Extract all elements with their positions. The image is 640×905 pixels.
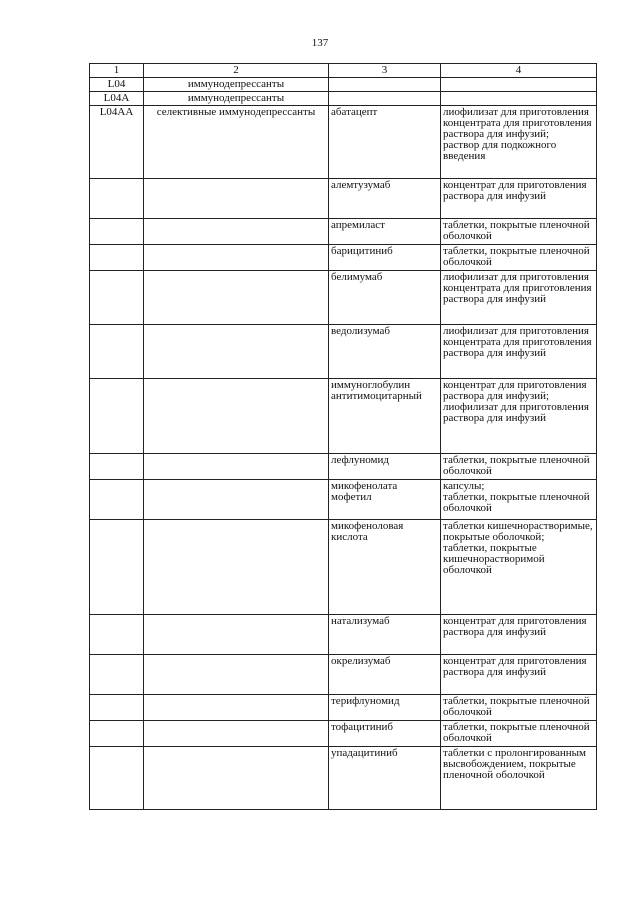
header-row xyxy=(90,64,597,78)
group-cell-text: иммунодепрессанты xyxy=(187,78,285,90)
drug-name-cell xyxy=(329,271,441,325)
table-row xyxy=(90,695,597,721)
group-cell xyxy=(144,92,329,106)
dosage-form-cell xyxy=(441,480,597,520)
drug-name-cell-text: микофеноловая кислота xyxy=(331,520,404,543)
page-number: 137 xyxy=(311,37,329,49)
drug-name-cell xyxy=(329,379,441,454)
code-cell xyxy=(90,454,144,480)
header-col-2: 2 xyxy=(144,64,329,78)
table-row xyxy=(90,179,597,219)
dosage-form-cell-text: концентрат для приготовления раствора для инфузий xyxy=(443,655,587,678)
code-cell-text: L04A xyxy=(103,92,130,104)
table-row xyxy=(90,219,597,245)
dosage-form-cell-text: концентрат для приготовления раствора для инфузий xyxy=(443,615,587,638)
group-cell xyxy=(144,106,329,179)
dosage-form-cell xyxy=(441,78,597,92)
code-cell xyxy=(90,721,144,747)
dosage-form-cell xyxy=(441,615,597,655)
group-cell xyxy=(144,379,329,454)
code-cell-text: L04AA xyxy=(99,106,134,118)
drug-name-cell xyxy=(329,78,441,92)
dosage-form-cell-text: лиофилизат для приготовления концентрата для приготовления раствора для инфузий xyxy=(443,271,592,305)
table-row xyxy=(90,325,597,379)
group-cell xyxy=(144,78,329,92)
group-cell xyxy=(144,245,329,271)
header-col-4: 4 xyxy=(441,64,597,78)
table-row xyxy=(90,454,597,480)
code-cell xyxy=(90,92,144,106)
table-row xyxy=(90,721,597,747)
dosage-form-cell xyxy=(441,271,597,325)
dosage-form-cell xyxy=(441,655,597,695)
table-body xyxy=(90,78,597,810)
dosage-form-cell xyxy=(441,106,597,179)
code-cell xyxy=(90,615,144,655)
group-cell xyxy=(144,695,329,721)
code-cell xyxy=(90,245,144,271)
drug-name-cell xyxy=(329,454,441,480)
dosage-form-cell-text: таблетки, покрытые пленочной оболочкой xyxy=(443,245,590,268)
group-cell xyxy=(144,325,329,379)
code-cell xyxy=(90,747,144,810)
drug-name-cell-text: иммуноглобулин антитимоцитарный xyxy=(331,379,422,402)
drug-name-cell-text: ведолизумаб xyxy=(331,325,391,337)
drug-name-cell xyxy=(329,179,441,219)
dosage-form-cell xyxy=(441,219,597,245)
table-row xyxy=(90,92,597,106)
dosage-form-cell xyxy=(441,520,597,615)
group-cell xyxy=(144,480,329,520)
drug-name-cell xyxy=(329,325,441,379)
group-cell xyxy=(144,179,329,219)
dosage-form-cell-text: таблетки с пролонгированным высвобождением, покрытые пленочной оболочкой xyxy=(443,747,587,781)
dosage-form-cell-text: таблетки кишечнорастворимые, покрытые оболочкой; таблетки, покрытые кишечнорастворимой оболочкой xyxy=(443,520,593,576)
dosage-form-cell-text: капсулы; таблетки, покрытые пленочной оболочкой xyxy=(443,480,590,514)
table-row xyxy=(90,520,597,615)
group-cell xyxy=(144,655,329,695)
dosage-form-cell-text: таблетки, покрытые пленочной оболочкой xyxy=(443,219,590,242)
drug-name-cell xyxy=(329,520,441,615)
group-cell xyxy=(144,747,329,810)
drug-name-cell-text: упадацитиниб xyxy=(331,747,398,759)
code-cell xyxy=(90,271,144,325)
table-row xyxy=(90,480,597,520)
code-cell xyxy=(90,695,144,721)
drug-name-cell-text: абатацепт xyxy=(331,106,378,118)
code-cell xyxy=(90,106,144,179)
table-row xyxy=(90,747,597,810)
table-row xyxy=(90,245,597,271)
drug-name-cell xyxy=(329,747,441,810)
dosage-form-cell xyxy=(441,695,597,721)
table-row xyxy=(90,106,597,179)
group-cell xyxy=(144,219,329,245)
code-cell xyxy=(90,78,144,92)
drug-name-cell xyxy=(329,615,441,655)
drug-name-cell-text: барицитиниб xyxy=(331,245,393,257)
dosage-form-cell-text: концентрат для приготовления раствора для инфузий; лиофилизат для приготовления раствора для инфузий xyxy=(443,379,589,424)
drug-name-cell-text: микофенолата мофетил xyxy=(331,480,398,503)
drug-name-cell xyxy=(329,480,441,520)
dosage-form-cell xyxy=(441,92,597,106)
code-cell xyxy=(90,480,144,520)
drug-table xyxy=(89,63,597,810)
drug-name-cell xyxy=(329,106,441,179)
dosage-form-cell xyxy=(441,721,597,747)
dosage-form-cell xyxy=(441,454,597,480)
group-cell xyxy=(144,271,329,325)
dosage-form-cell-text: лиофилизат для приготовления концентрата для приготовления раствора для инфузий; раствор для подкожного введения xyxy=(443,106,592,162)
dosage-form-cell-text: таблетки, покрытые пленочной оболочкой xyxy=(443,721,590,744)
table-row xyxy=(90,379,597,454)
drug-name-cell-text: окрелизумаб xyxy=(331,655,391,667)
table-row xyxy=(90,615,597,655)
drug-name-cell-text: алемтузумаб xyxy=(331,179,391,191)
table-row xyxy=(90,271,597,325)
drug-name-cell xyxy=(329,655,441,695)
code-cell xyxy=(90,379,144,454)
dosage-form-cell xyxy=(441,325,597,379)
code-cell xyxy=(90,520,144,615)
drug-name-cell xyxy=(329,695,441,721)
table-row xyxy=(90,655,597,695)
code-cell xyxy=(90,219,144,245)
dosage-form-cell-text: лиофилизат для приготовления концентрата для приготовления раствора для инфузий xyxy=(443,325,592,359)
dosage-form-cell xyxy=(441,747,597,810)
drug-name-cell xyxy=(329,245,441,271)
dosage-form-cell xyxy=(441,379,597,454)
code-cell xyxy=(90,179,144,219)
dosage-form-cell-text: таблетки, покрытые пленочной оболочкой xyxy=(443,695,590,718)
group-cell-text: иммунодепрессанты xyxy=(187,92,285,104)
drug-name-cell-text: тофацитиниб xyxy=(331,721,394,733)
drug-name-cell-text: апремиласт xyxy=(331,219,385,231)
table-row xyxy=(90,78,597,92)
drug-name-cell xyxy=(329,721,441,747)
drug-name-cell-text: белимумаб xyxy=(331,271,383,283)
drug-name-cell-text: натализумаб xyxy=(331,615,390,627)
dosage-form-cell-text: концентрат для приготовления раствора для инфузий xyxy=(443,179,587,202)
group-cell xyxy=(144,454,329,480)
code-cell xyxy=(90,325,144,379)
drug-name-cell xyxy=(329,219,441,245)
group-cell xyxy=(144,520,329,615)
group-cell xyxy=(144,615,329,655)
group-cell-text: селективные иммунодепрессанты xyxy=(156,106,316,118)
drug-name-cell-text: терифлуномид xyxy=(331,695,400,707)
drug-name-cell xyxy=(329,92,441,106)
header-col-1: 1 xyxy=(90,64,144,78)
code-cell xyxy=(90,655,144,695)
code-cell-text: L04 xyxy=(107,78,126,90)
drug-name-cell-text: лефлуномид xyxy=(331,454,389,466)
dosage-form-cell-text: таблетки, покрытые пленочной оболочкой xyxy=(443,454,590,477)
header-col-3: 3 xyxy=(329,64,441,78)
dosage-form-cell xyxy=(441,245,597,271)
group-cell xyxy=(144,721,329,747)
dosage-form-cell xyxy=(441,179,597,219)
